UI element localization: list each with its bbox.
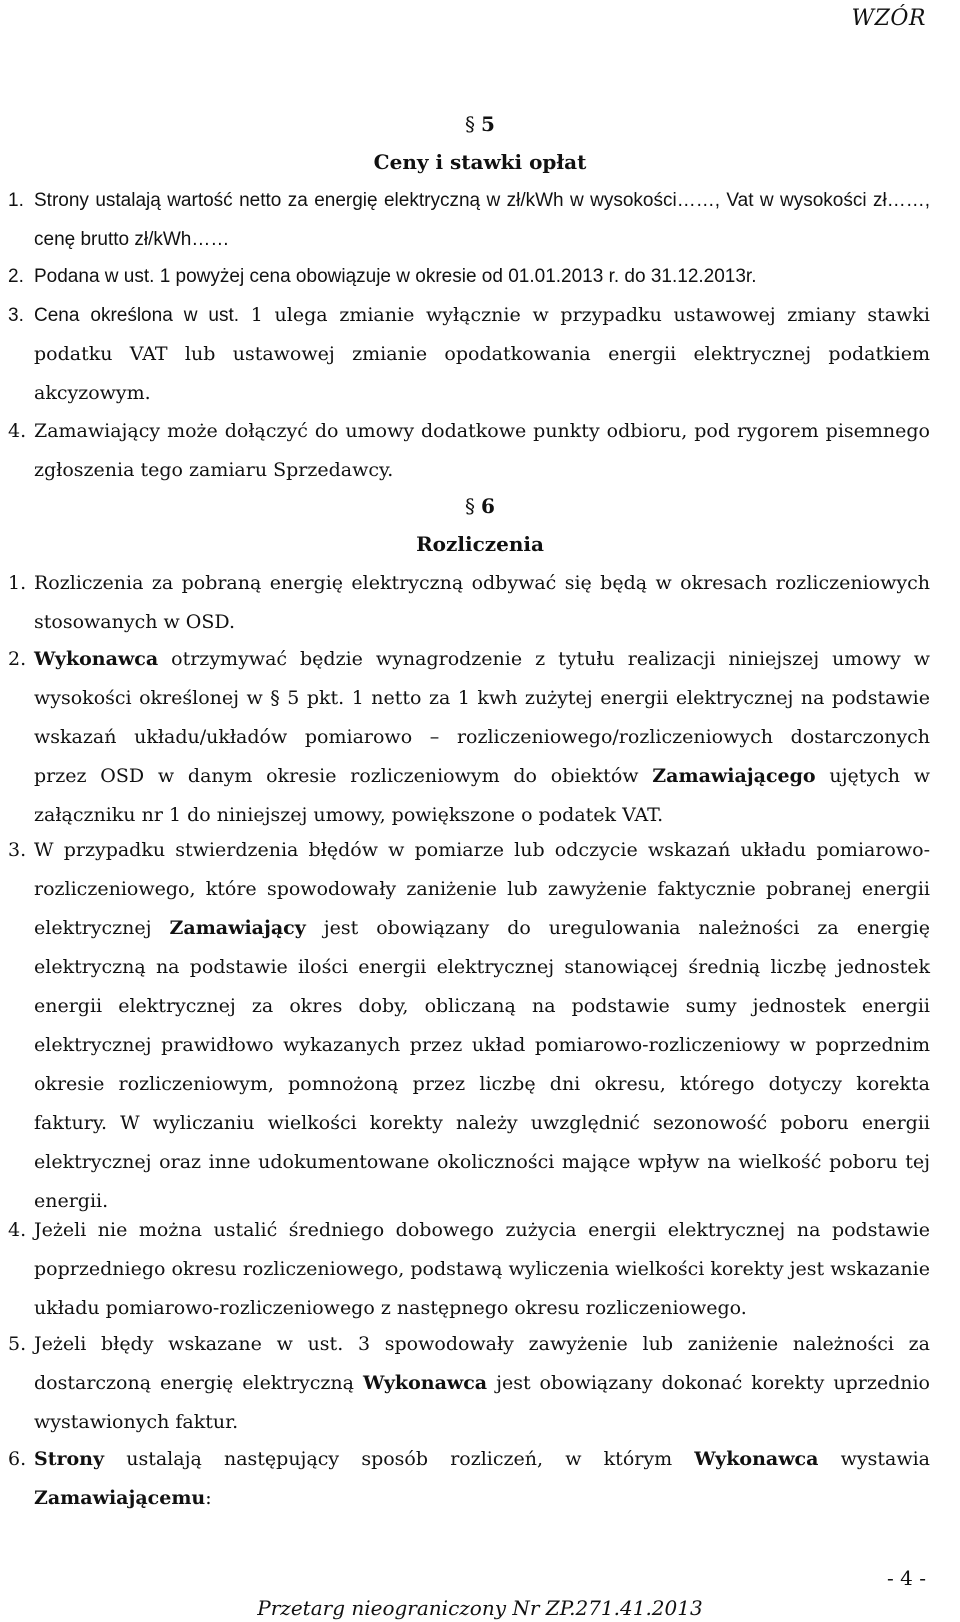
item-number: 2. [8,266,24,287]
paragraph-sign: § [465,494,476,518]
section-6-item-4 [8,1211,930,1328]
section-number: 5 [481,112,495,136]
party-name: Wykonawca [694,1448,819,1470]
section-5-item-2 [8,257,930,296]
item-text-part: 1 ulega zmianie wyłącznie w przypadku ustawowej zmiany stawki podatku VAT lub ustawowej zmianie opodatkowania energii elektrycznej podatkiem akcyzowym. [34,304,930,404]
item-text-part: Jeżeli błędy wskazane w ust. 3 spowodowały zawyżenie lub zaniżenie należności za dostarczoną energię elektryczną [34,1333,930,1394]
item-text [34,831,930,1221]
item-text-part: Cena określona w ust. [34,305,240,326]
section-5-item-1 [8,181,930,259]
item-text-part: ustalają następujący sposób rozliczeń, w którym [104,1448,695,1470]
section-6-heading [0,494,960,518]
section-5-item-4 [8,412,930,490]
item-text-part: jest obowiązany dokonać korekty uprzednio wystawionych faktur. [34,1372,930,1433]
paragraph-sign: § [465,112,476,136]
item-number: 6. [8,1448,27,1470]
item-text [34,640,930,835]
party-name: Strony [34,1448,105,1470]
section-6-item-1 [8,564,930,642]
section-6-item-5 [8,1325,930,1442]
item-number: 5. [8,1333,27,1355]
item-text-part: : [205,1487,212,1509]
item-text-part: jest obowiązany do uregulowania należności za energię elektryczną na podstawie ilości energii elektrycznej stanowiącej średnią liczbę jednostek energii elektrycznej za okres doby, obliczaną na podstawie sumy jednostek energii elektrycznej prawidłowo wykazanych przez układ pomiarowo-rozliczeniowy w poprzednim okresie rozliczeniowym, pomnożoną przez liczbę dni okresu, którego dotyczy korekta faktury. W wyliczaniu wielkości korekty należy uwzględnić sezonowość poboru energii elektrycznej oraz inne udokumentowane okoliczności mające wpływ na wielkość poboru tej energii. [34,917,931,1212]
item-text-part: otrzymywać będzie wynagrodzenie z tytułu realizacji niniejszej umowy w wysokości określonej w § 5 pkt. 1 netto za 1 kwh zużytej energii elektrycznej na podstawie wskazań układu/układów pomiarowo – rozliczeniowego/rozliczeniowych dostarczonych przez OSD w danym okresie rozliczeniowym do obiektów [34,648,930,787]
section-5-title: Ceny i stawki opłat [373,150,587,174]
party-name: Zamawiający [169,917,306,939]
party-name: Wykonawca [34,648,159,670]
item-number: 3. [8,839,27,861]
item-text: Podana w ust. 1 powyżej cena obowiązuje w okresie od 01.01.2013 r. do 31.12.2013r. [34,266,757,287]
section-6-title: Rozliczenia [416,532,544,556]
item-number: 1. [8,190,24,211]
header-label: WZÓR [851,6,926,31]
section-6-item-2 [8,640,930,835]
item-number: 2. [8,648,27,670]
item-text [34,1325,930,1442]
section-5-heading [0,112,960,136]
footer-tender-reference: Przetarg nieograniczony Nr ZP.271.41.2013 [257,1596,703,1620]
section-6-item-6 [8,1440,930,1518]
item-text [34,296,930,413]
item-text-part: W przypadku stwierdzenia błędów w pomiarze lub odczycie wskazań układu pomiarowo-rozliczeniowego, które spowodowały zaniżenie lub zawyżenie faktycznie pobranej energii elektrycznej [34,839,930,939]
item-number: 3. [8,305,24,326]
item-number: 4. [8,420,27,442]
party-name: Wykonawca [362,1372,488,1394]
item-number: 1. [8,572,27,594]
item-text: Rozliczenia za pobraną energię elektryczną odbywać się będą w okresach rozliczeniowych stosowanych w OSD. [34,572,930,633]
item-text: Zamawiający może dołączyć do umowy dodatkowe punkty odbioru, pod rygorem pisemnego zgłoszenia tego zamiaru Sprzedawcy. [34,420,930,481]
item-text-part: wystawia [818,1448,930,1470]
item-number: 4. [8,1219,27,1241]
item-text: Strony ustalają wartość netto za energię elektryczną w zł/kWh w wysokości……, Vat w wysokości zł……, cenę brutto zł/kWh…… [34,190,930,250]
party-name: Zamawiającemu [34,1487,206,1509]
section-5-item-3 [8,296,930,413]
section-6-item-3 [8,831,930,1221]
section-number: 6 [481,494,495,518]
page-number: - 4 - [887,1566,926,1590]
item-text [34,1440,930,1518]
item-text-part: ujętych w załączniku nr 1 do niniejszej umowy, powiększone o podatek VAT. [34,765,930,826]
item-text: Jeżeli nie można ustalić średniego dobowego zużycia energii elektrycznej na podstawie poprzedniego okresu rozliczeniowego, podstawą wyliczenia wielkości korekty jest wskazanie układu pomiarowo-rozliczeniowego z następnego okresu rozliczeniowego. [34,1219,930,1319]
party-name: Zamawiającego [652,765,816,787]
